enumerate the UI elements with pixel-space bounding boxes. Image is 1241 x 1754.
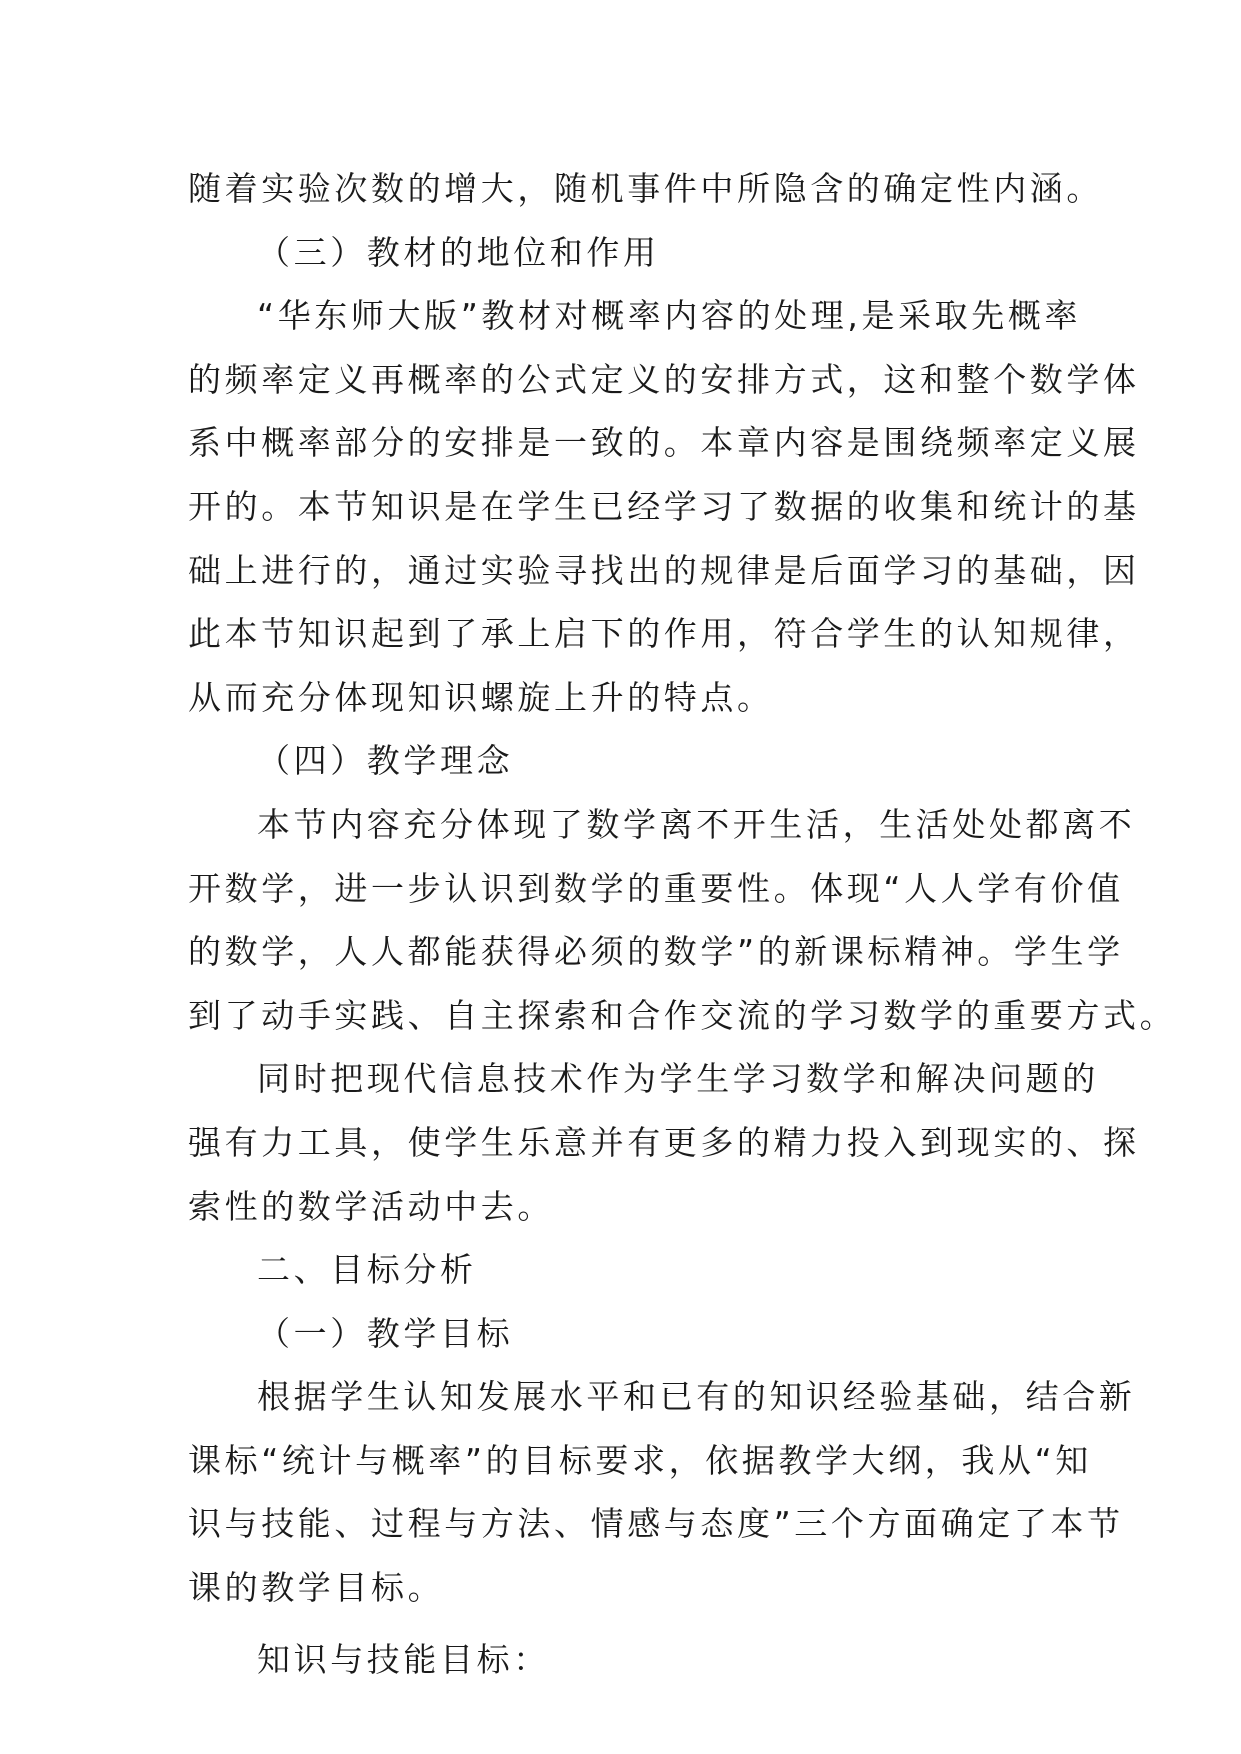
text-line: 识与技能、过程与方法、情感与态度”三个方面确定了本节 xyxy=(188,1504,1124,1544)
text-line: 同时把现代信息技术作为学生学习数学和解决问题的 xyxy=(257,1059,1099,1099)
text-line: 本节内容充分体现了数学离不开生活，生活处处都离不 xyxy=(257,804,1136,844)
text-line: 开的。本节知识是在学生已经学习了数据的收集和统计的基 xyxy=(188,486,1140,526)
text-line: 的数学，人人都能获得必须的数学”的新课标精神。学生学 xyxy=(188,932,1124,972)
text-line: 的频率定义再概率的公式定义的安排方式，这和整个数学体 xyxy=(188,359,1140,399)
text-line: 课标“统计与概率”的目标要求，依据教学大纲，我从“知 xyxy=(188,1440,1092,1480)
document-body xyxy=(188,157,1177,1691)
section-heading: （三）教材的地位和作用 xyxy=(257,232,660,272)
text-line: 随着实验次数的增大，随机事件中所隐含的确定性内涵。 xyxy=(188,169,1103,208)
text-line: “华东师大版”教材对概率内容的处理,是采取先概率 xyxy=(257,296,1082,336)
text-line: 课的教学目标。 xyxy=(188,1568,445,1608)
section-heading: （一）教学目标 xyxy=(257,1313,514,1353)
text-line: 开数学，进一步认识到数学的重要性。体现“人人学有价值 xyxy=(188,868,1124,908)
text-line: 到了动手实践、自主探索和合作交流的学习数学的重要方式。 xyxy=(188,995,1177,1035)
section-heading: （四）教学理念 xyxy=(257,741,514,781)
text-line: 此本节知识起到了承上启下的作用，符合学生的认知规律， xyxy=(188,614,1140,654)
text-line: 强有力工具，使学生乐意并有更多的精力投入到现实的、探 xyxy=(188,1122,1140,1162)
text-line: 从而充分体现知识螺旋上升的特点。 xyxy=(188,677,774,717)
text-line: 根据学生认知发展水平和已有的知识经验基础，结合新 xyxy=(257,1377,1136,1417)
section-heading: 二、目标分析 xyxy=(257,1250,477,1290)
text-line: 系中概率部分的安排是一致的。本章内容是围绕频率定义展 xyxy=(188,423,1140,463)
text-line: 索性的数学活动中去。 xyxy=(188,1186,554,1226)
text-line: 知识与技能目标： xyxy=(257,1639,550,1679)
text-line: 础上进行的，通过实验寻找出的规律是后面学习的基础，因 xyxy=(188,550,1140,590)
